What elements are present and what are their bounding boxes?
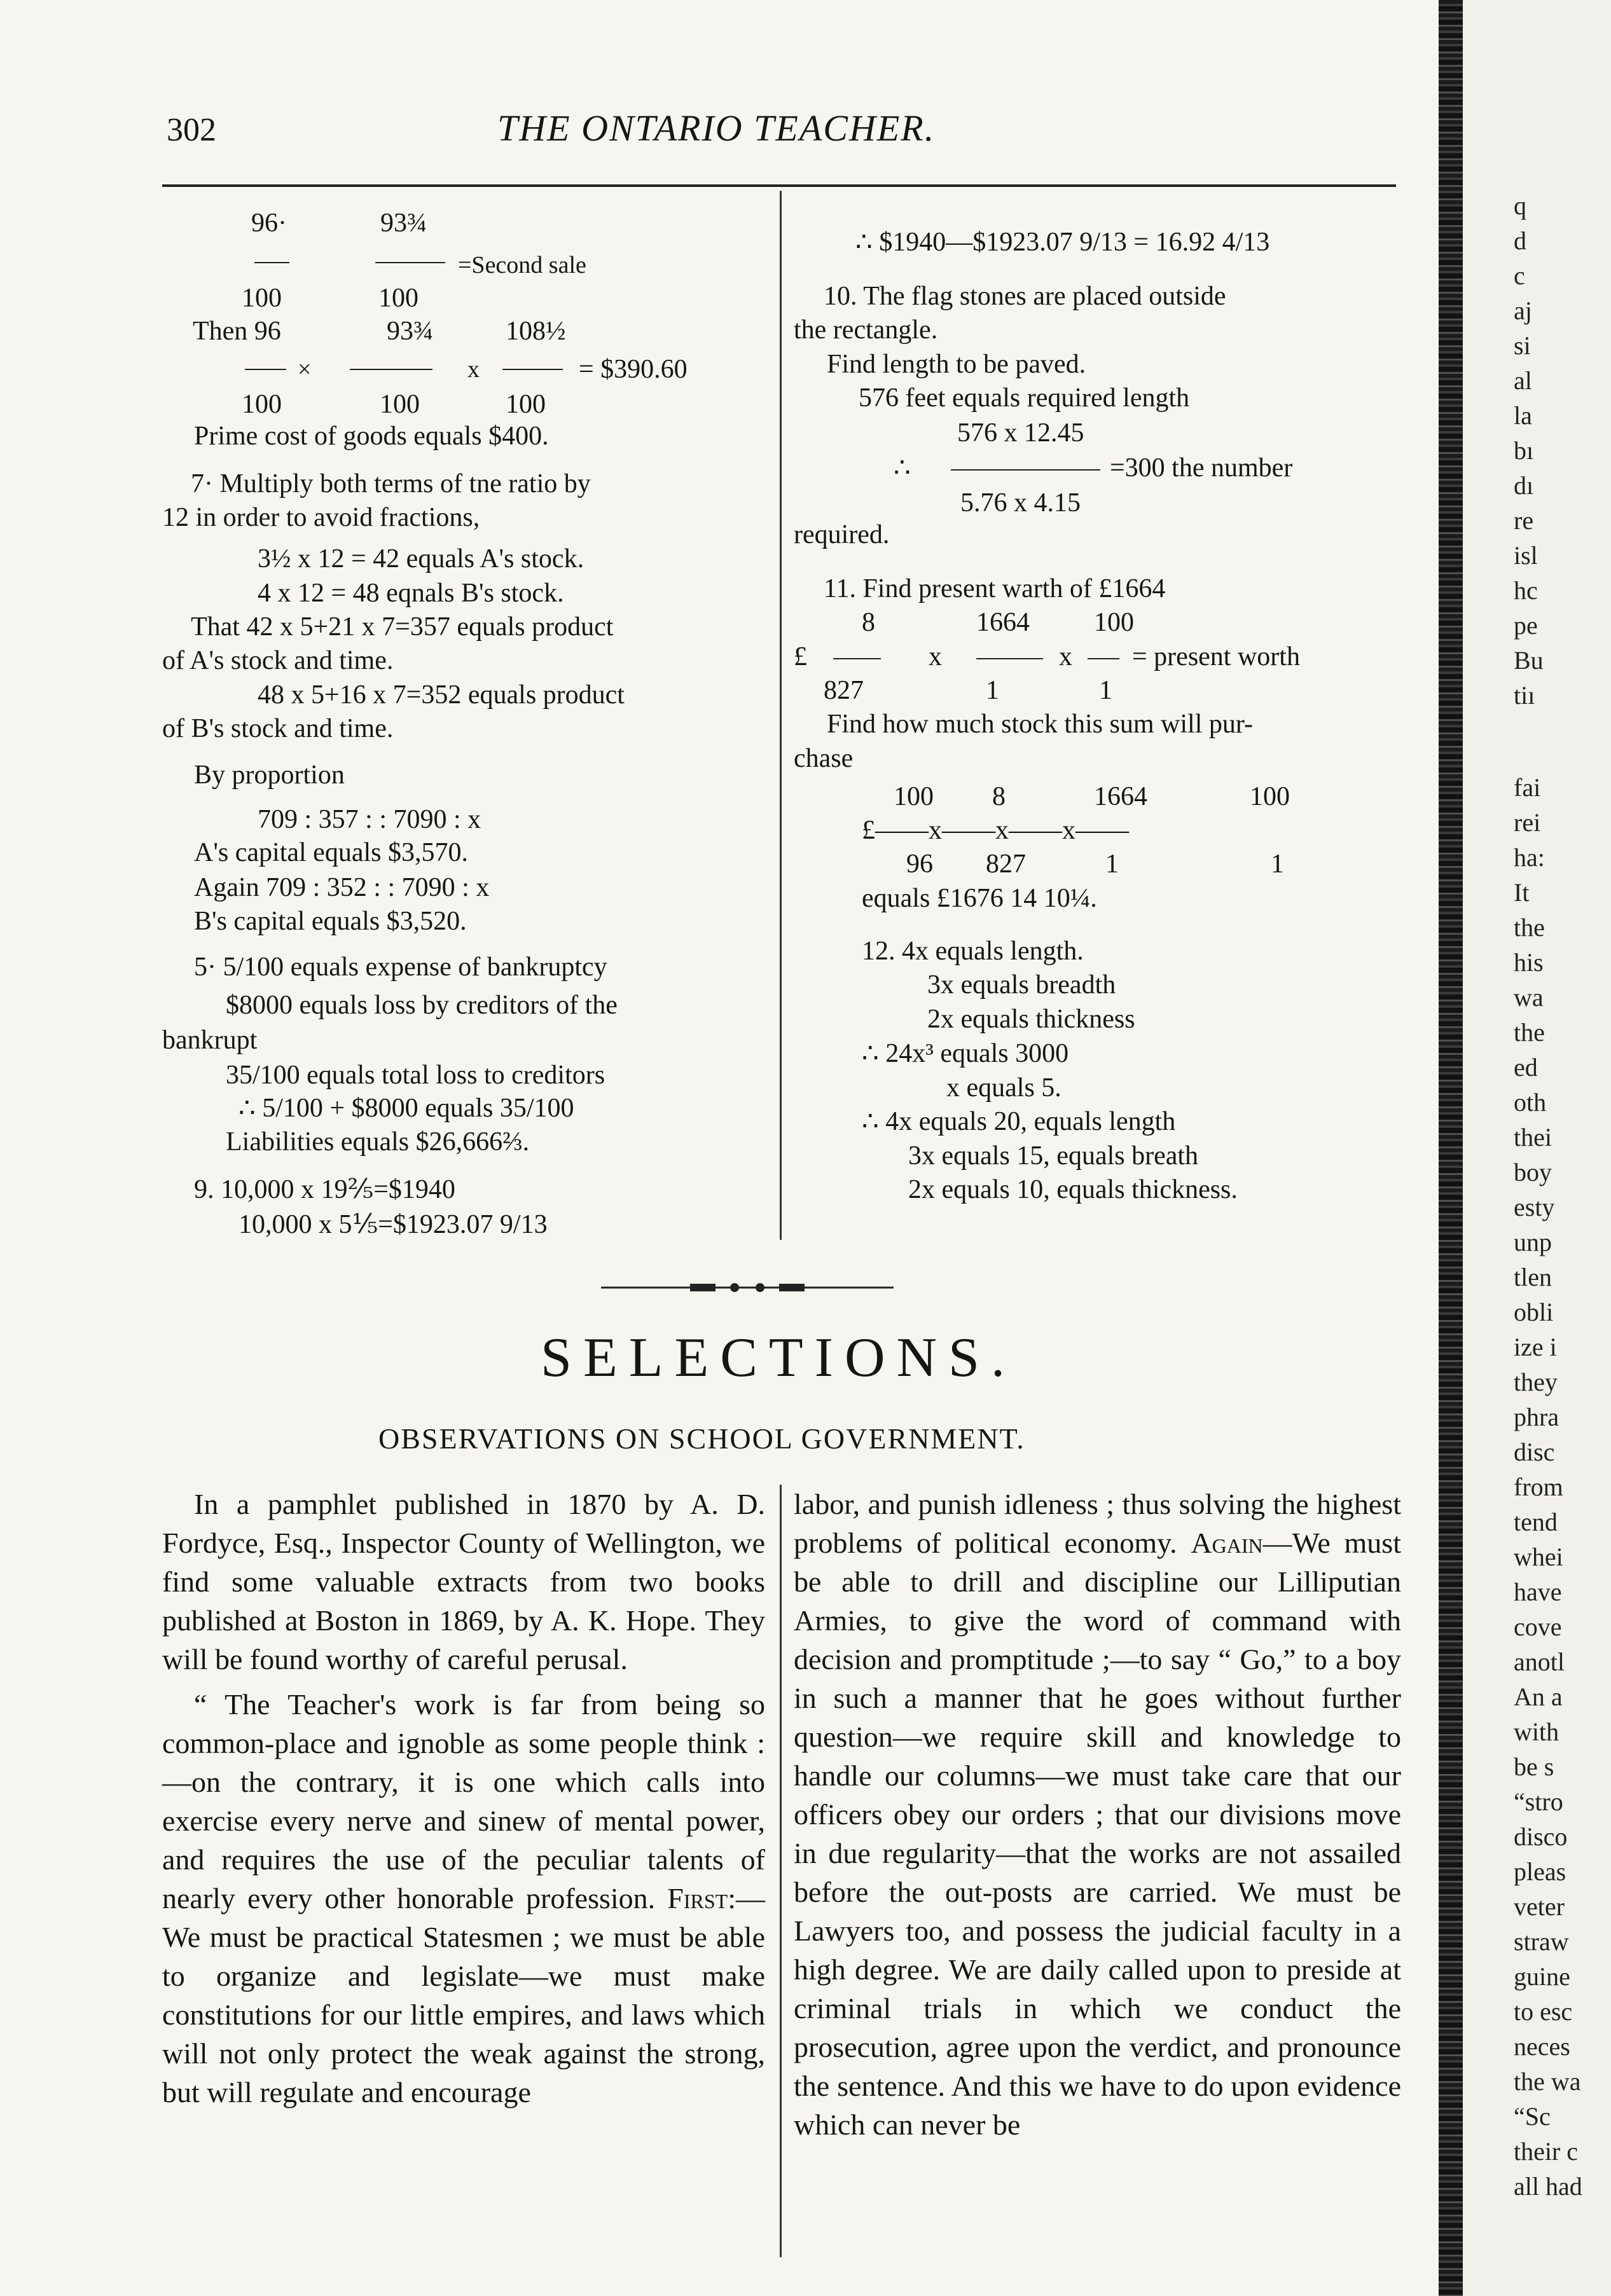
math-text: =300 the number	[1110, 453, 1293, 483]
fraction-bar	[976, 658, 1043, 659]
text-line: Again 709 : 352 : : 7090 : x	[194, 873, 490, 902]
fraction-bar	[951, 469, 1100, 471]
ornament-divider	[601, 1278, 894, 1297]
math-text: 827	[986, 849, 1026, 879]
article-text: —We must be able to drill and discipline our Lilliputian Armies, to give the word of command with decision and promptitude ;—to say “ Go,” to a boy in such a manner that he goes without further question—we require skill and knowledge to handle our columns—we must take care that our officers obey our orders ; that our divisions move in due regularity—that the works are not assailed before the out-posts are carried. We must be Lawyers too, and possess the judicial faculty in a high degree. We are daily called upon to preside at criminal trials in which we conduct the prosecution, agree upon the verdict, and pronounce the sentence. And this we have to do upon evidence which can never be	[794, 1527, 1401, 2141]
text-line: 48 x 5+16 x 7=352 equals product	[258, 680, 625, 710]
math-text: Then 96	[193, 317, 281, 346]
adjacent-page-fragment: “stro	[1514, 1787, 1563, 1816]
fraction-bar	[1088, 658, 1119, 659]
adjacent-page-fragment: c	[1514, 261, 1525, 290]
text-line: ∴ 4x equals 20, equals length	[862, 1107, 1176, 1136]
article-text: “ The Teacher's work is far from being so common-place and ignoble as some people think :—on the contrary, it is one which calls into exercise every nerve and sinew of mental power, and requires the use of the peculiar talents of nearly every other honorable profession.	[162, 1688, 765, 1914]
adjacent-page-fragment: rei	[1514, 808, 1541, 837]
adjacent-page-fragment: boy	[1514, 1158, 1552, 1186]
adjacent-page-fragment: wa	[1514, 983, 1544, 1012]
article-paragraph: In a pamphlet published in 1870 by A. D. Fordyce, Esq., Inspector County of Wellington, we find some valuable extracts from two books published at Boston in 1869, by A. K. Hope. They will be found worthy of careful perusal.	[162, 1488, 765, 1675]
math-text: 100	[1250, 782, 1290, 811]
math-text: x	[929, 642, 942, 671]
text-line: 9. 10,000 x 19⅖=$1940	[194, 1175, 455, 1204]
article-text: labor, and punish idleness ; thus solving the highest problems of political economy.	[794, 1488, 1401, 1559]
math-text: x	[467, 356, 480, 383]
math-text: 108½	[506, 317, 566, 346]
text-line: Find how much stock this sum will pur-	[827, 710, 1253, 739]
adjacent-page-fragment: la	[1514, 401, 1532, 430]
article-text: :—We must be practical Statesmen ; we must be able to organize and legislate—we must make constitutions for our little empires, and laws which will not only protect the weak against the strong, but will regulate and encourage	[162, 1882, 766, 2108]
text-line: That 42 x 5+21 x 7=357 equals product	[191, 612, 614, 642]
adjacent-page-fragment: ed	[1514, 1053, 1538, 1082]
text-line: 3x equals 15, equals breath	[908, 1141, 1199, 1171]
math-text: = $390.60	[579, 355, 688, 384]
text-line: 12 in order to avoid fractions,	[162, 503, 480, 532]
math-text: 8	[862, 608, 875, 637]
math-text: 96·	[251, 209, 287, 238]
adjacent-page-fragment: guine	[1514, 1962, 1570, 1991]
adjacent-page-fragment: Bu	[1514, 646, 1544, 675]
adjacent-page-fragment: the wa	[1514, 2067, 1581, 2096]
text-line: required.	[794, 520, 890, 549]
adjacent-page-fragment: ha:	[1514, 843, 1545, 872]
adjacent-page-fragment: bı	[1514, 436, 1534, 465]
fraction-bar	[254, 262, 289, 263]
adjacent-page-fragment: with	[1514, 1717, 1559, 1746]
adjacent-page-fragment: they	[1514, 1368, 1558, 1396]
fraction-bar	[502, 369, 563, 370]
math-text: 100	[1094, 608, 1134, 637]
adjacent-page-fragment: It	[1514, 878, 1530, 907]
article-right-column	[794, 1485, 1401, 2144]
adjacent-page-fragment: aj	[1514, 296, 1532, 325]
text-line: 576 feet equals required length	[859, 383, 1190, 413]
fraction-bar	[375, 262, 445, 263]
adjacent-page-fragment: re	[1514, 506, 1534, 535]
adjacent-page-fragment: obli	[1514, 1298, 1554, 1326]
text-line: Prime cost of goods equals $400.	[194, 422, 549, 451]
adjacent-page-fragment: be s	[1514, 1752, 1554, 1781]
text-line: 2x equals thickness	[927, 1005, 1135, 1034]
text-line: 709 : 357 : : 7090 : x	[258, 805, 481, 834]
adjacent-page-fragment: isl	[1514, 541, 1538, 570]
math-text: 96	[906, 849, 933, 879]
math-text: 100	[894, 782, 934, 811]
text-line: chase	[794, 744, 854, 773]
adjacent-page-fragment: straw	[1514, 1927, 1569, 1956]
adjacent-page-fragment: phra	[1514, 1403, 1559, 1431]
article-paragraph	[794, 1485, 1401, 2144]
text-line: 5· 5/100 equals expense of bankruptcy	[194, 952, 607, 982]
header-rule	[162, 184, 1396, 187]
math-text: 1664	[1094, 782, 1147, 811]
text-line: 3½ x 12 = 42 equals A's stock.	[258, 544, 584, 574]
math-text: 1	[1105, 849, 1119, 879]
adjacent-page-fragment: si	[1514, 331, 1531, 360]
adjacent-page-fragment: pe	[1514, 611, 1538, 640]
fraction-bar	[833, 658, 881, 659]
math-text: x	[1059, 642, 1072, 671]
adjacent-page-fragment: have	[1514, 1578, 1562, 1606]
adjacent-page-fragment: fai	[1514, 773, 1541, 802]
adjacent-page-fragment: dı	[1514, 471, 1534, 500]
text-line: Liabilities equals $26,666⅔.	[226, 1127, 530, 1157]
adjacent-page-fragment: al	[1514, 366, 1532, 395]
adjacent-page-fragment: the	[1514, 1018, 1545, 1047]
adjacent-page-fragment: tend	[1514, 1508, 1558, 1536]
running-title: THE ONTARIO TEACHER.	[497, 107, 936, 149]
math-text: 100	[242, 390, 282, 419]
math-text: 100	[378, 284, 418, 313]
math-text: 1664	[976, 608, 1030, 637]
adjacent-page-fragment: whei	[1514, 1543, 1563, 1571]
math-text: 93¾	[380, 209, 427, 238]
binding-edge	[1439, 0, 1464, 2296]
math-text: = present worth	[1132, 642, 1300, 671]
article-keyword: First	[667, 1882, 728, 1914]
text-line: ∴ 24x³ equals 3000	[862, 1039, 1069, 1068]
math-text: 576 x 12.45	[957, 418, 1084, 448]
text-line: 3x equals breadth	[927, 970, 1116, 1000]
adjacent-page-fragment: cove	[1514, 1612, 1562, 1641]
adjacent-page-fragment: neces	[1514, 2032, 1570, 2061]
text-line: the rectangle.	[794, 315, 938, 345]
text-line: 10,000 x 5⅕=$1923.07 9/13	[239, 1210, 548, 1239]
article-left-column	[162, 1485, 765, 2112]
math-text: =Second sale	[458, 252, 586, 278]
article-paragraph	[162, 1685, 765, 2112]
math-text: 100	[506, 390, 546, 419]
page-number: 302	[167, 112, 216, 148]
section-subtitle: OBSERVATIONS ON SCHOOL GOVERNMENT.	[378, 1422, 1025, 1455]
adjacent-page-edge	[1463, 0, 1611, 2296]
adjacent-page-fragment: ize i	[1514, 1333, 1557, 1361]
adjacent-page-fragment: to esc	[1514, 1997, 1573, 2026]
text-line: 12. 4x equals length.	[862, 937, 1084, 966]
article-keyword: Again	[1191, 1527, 1263, 1559]
text-line: of B's stock and time.	[162, 714, 394, 743]
fraction-bar	[350, 369, 432, 370]
adjacent-page-fragment: unp	[1514, 1228, 1552, 1256]
math-text: 1	[986, 676, 999, 705]
adjacent-page-fragment: the	[1514, 913, 1545, 942]
math-text: 100	[242, 284, 282, 313]
text-line: x equals 5.	[946, 1073, 1061, 1103]
adjacent-page-fragment: tlen	[1514, 1263, 1552, 1291]
text-line: Find length to be paved.	[827, 350, 1086, 379]
math-text: £	[794, 642, 807, 671]
adjacent-page-fragment: pleas	[1514, 1857, 1566, 1886]
math-text: 1	[1099, 676, 1112, 705]
adjacent-page-fragment: thei	[1514, 1123, 1552, 1151]
text-line: 10. The flag stones are placed outside	[824, 282, 1226, 311]
adjacent-page-fragment: d	[1514, 226, 1526, 255]
adjacent-page-fragment: all had	[1514, 2172, 1582, 2201]
adjacent-page-fragment: esty	[1514, 1193, 1555, 1221]
adjacent-page-fragment: q	[1514, 191, 1526, 220]
text-line: of A's stock and time.	[162, 646, 394, 675]
text-line: 2x equals 10, equals thickness.	[908, 1175, 1238, 1204]
math-text: 827	[824, 676, 864, 705]
adjacent-page-fragment: disc	[1514, 1438, 1555, 1466]
text-line: ∴ $1940—$1923.07 9/13 = 16.92 4/13	[855, 228, 1270, 257]
adjacent-page-fragment: veter	[1514, 1892, 1565, 1921]
text-line: $8000 equals loss by creditors of the	[226, 991, 618, 1020]
adjacent-page-fragment: his	[1514, 948, 1544, 977]
text-line: 7· Multiply both terms of tne ratio by	[191, 469, 591, 498]
adjacent-page-fragment: disco	[1514, 1822, 1568, 1851]
text-line: 35/100 equals total loss to creditors	[226, 1061, 605, 1090]
math-text: ×	[298, 356, 312, 383]
fraction-bar	[245, 369, 286, 370]
text-line: bankrupt	[162, 1026, 258, 1055]
text-line: ∴ 5/100 + $8000 equals 35/100	[239, 1094, 574, 1123]
column-divider-top	[780, 191, 782, 1240]
adjacent-page-fragment: hc	[1514, 576, 1538, 605]
math-text: 93¾	[387, 317, 434, 346]
section-title: SELECTIONS.	[541, 1327, 1016, 1389]
text-line: A's capital equals $3,570.	[194, 838, 468, 867]
text-line: B's capital equals $3,520.	[194, 907, 467, 936]
adjacent-page-fragment: tiı	[1514, 681, 1535, 710]
math-text: 100	[380, 390, 420, 419]
adjacent-page-fragment: from	[1514, 1473, 1563, 1501]
adjacent-page-fragment: An a	[1514, 1682, 1563, 1711]
adjacent-page-fragment: anotl	[1514, 1647, 1565, 1676]
text-line: equals £1676 14 10¼.	[862, 884, 1097, 913]
math-text: £——x——x——x——	[862, 816, 1129, 845]
text-line: By proportion	[194, 760, 345, 790]
math-text: ∴	[894, 453, 911, 483]
math-text: 5.76 x 4.15	[960, 488, 1081, 518]
math-text: 1	[1271, 849, 1284, 879]
column-divider-bottom	[780, 1485, 782, 2257]
adjacent-page-fragment: oth	[1514, 1088, 1547, 1117]
adjacent-page-fragment: “Sc	[1514, 2102, 1551, 2131]
adjacent-page-fragment: their c	[1514, 2137, 1579, 2166]
math-text: 8	[992, 782, 1006, 811]
text-line: 4 x 12 = 48 eqnals B's stock.	[258, 579, 564, 608]
text-line: 11. Find present warth of £1664	[824, 574, 1166, 603]
